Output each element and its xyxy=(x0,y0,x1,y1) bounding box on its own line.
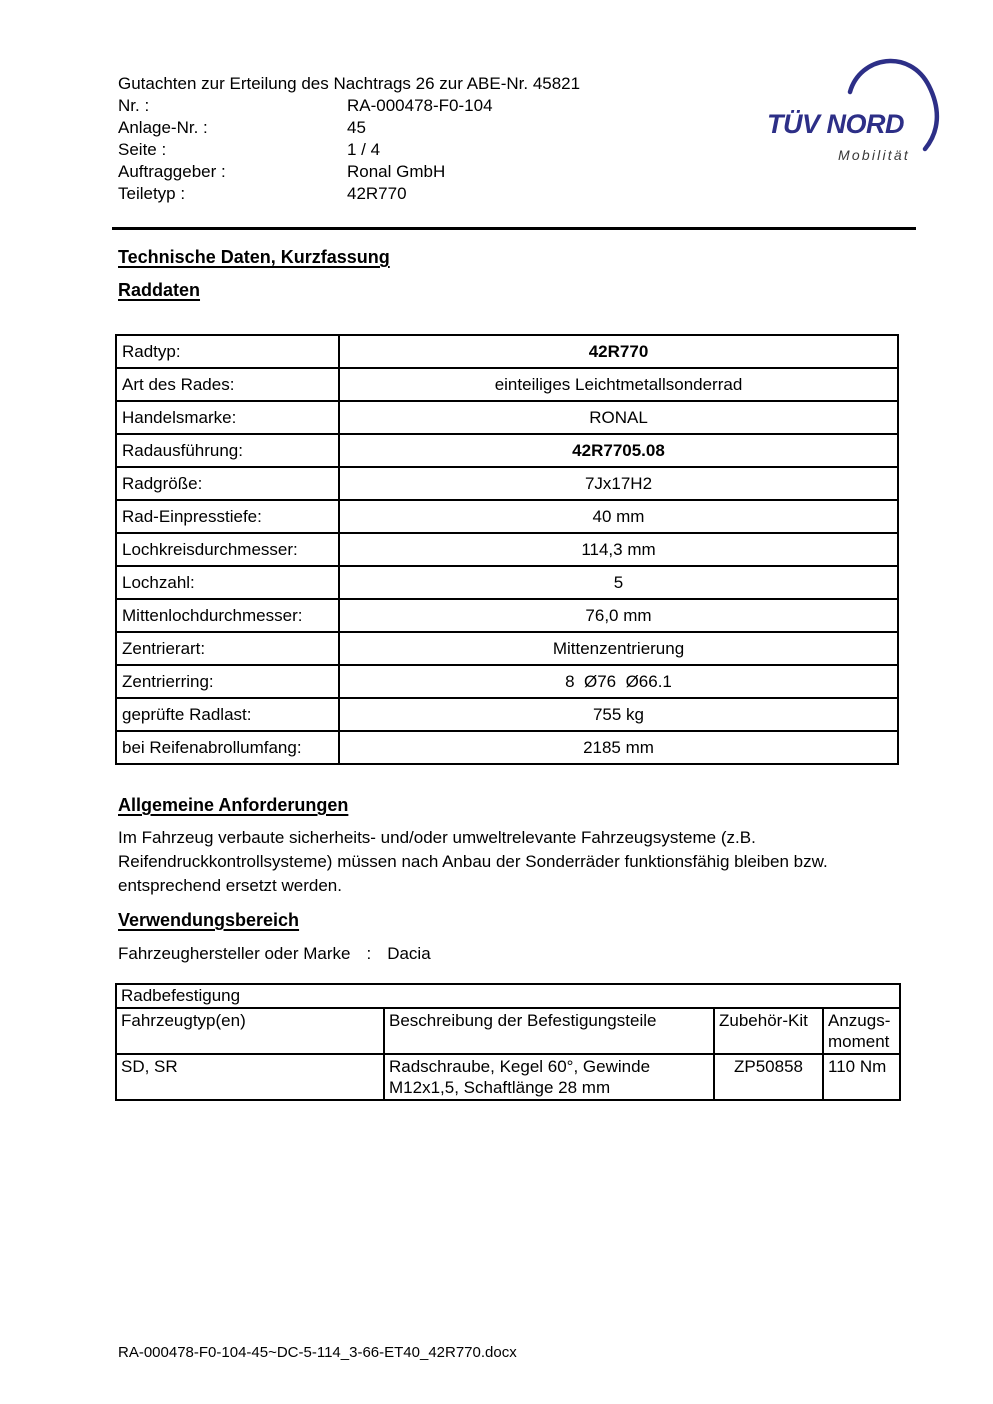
header-divider xyxy=(112,227,916,230)
raddaten-label: Mittenlochdurchmesser: xyxy=(116,599,339,632)
table-row xyxy=(116,467,898,500)
field-label: Anlage-Nr. : xyxy=(118,118,208,137)
table-row xyxy=(116,599,898,632)
cell-zubehoer-kit: ZP50858 xyxy=(714,1054,823,1100)
verwendungsbereich-heading: Verwendungsbereich xyxy=(118,910,300,930)
raddaten-value: 7Jx17H2 xyxy=(339,467,898,500)
table-row xyxy=(116,401,898,434)
column-header-beschreibung: Beschreibung der Befestigungsteile xyxy=(384,1008,714,1054)
table-header-row xyxy=(116,1008,900,1054)
cell-fahrzeugtyp: SD, SR xyxy=(116,1054,384,1100)
field-value: RA-000478-F0-104 xyxy=(347,96,493,115)
raddaten-table xyxy=(115,334,899,765)
logo-tagline-text: Mobilität xyxy=(838,147,910,163)
header-field-nr xyxy=(118,95,580,117)
raddaten-value: 2185 mm xyxy=(339,731,898,764)
allgemeine-anforderungen-text: Im Fahrzeug verbaute sicherheits- und/oder umweltrelevante Fahrzeugsysteme (z.B. Reifendruckkontrollsysteme) müssen nach Anbau der Sonderräder funktionsfähig bleiben bzw. entsprechend ersetzt werden. xyxy=(118,828,828,895)
header-field-anlage xyxy=(118,117,580,139)
column-header-zubehoer-kit: Zubehör-Kit xyxy=(714,1008,823,1054)
footer-filename: RA-000478-F0-104-45~DC-5-114_3-66-ET40_42R770.docx xyxy=(118,1344,517,1361)
raddaten-value: 40 mm xyxy=(339,500,898,533)
raddaten-label: Zentrierart: xyxy=(116,632,339,665)
raddaten-heading: Raddaten xyxy=(118,280,201,300)
field-value: Ronal GmbH xyxy=(347,162,446,181)
field-value: 42R770 xyxy=(347,184,407,203)
radbefestigung-table xyxy=(115,983,901,1101)
tuv-nord-logo xyxy=(740,48,952,170)
raddaten-label: Radtyp: xyxy=(116,335,339,368)
fahrzeughersteller-label: Fahrzeughersteller oder Marke xyxy=(118,944,351,963)
column-header-fahrzeugtyp: Fahrzeugtyp(en) xyxy=(116,1008,384,1054)
document-header xyxy=(118,73,580,205)
field-value: 1 / 4 xyxy=(347,140,381,159)
raddaten-value: Mittenzentrierung xyxy=(339,632,898,665)
raddaten-label: Lochzahl: xyxy=(116,566,339,599)
table-row xyxy=(116,731,898,764)
table-row xyxy=(116,368,898,401)
radbefestigung-title: Radbefestigung xyxy=(116,984,900,1008)
table-row xyxy=(116,665,898,698)
raddaten-value: 755 kg xyxy=(339,698,898,731)
cell-beschreibung: Radschraube, Kegel 60°, Gewinde M12x1,5, Schaftlänge 28 mm xyxy=(384,1054,714,1100)
document-title: Gutachten zur Erteilung des Nachtrags 26 zur ABE-Nr. 45821 xyxy=(118,74,581,93)
raddaten-label: Art des Rades: xyxy=(116,368,339,401)
allgemeine-anforderungen-heading: Allgemeine Anforderungen xyxy=(118,795,349,815)
table-row xyxy=(116,698,898,731)
raddaten-value: 42R7705.08 xyxy=(339,434,898,467)
logo-brand-text: TÜV NORD xyxy=(767,109,904,139)
table-row xyxy=(116,533,898,566)
header-field-auftraggeber xyxy=(118,161,580,183)
column-header-anzugsmoment: Anzugs-moment xyxy=(823,1008,900,1054)
raddaten-label: Lochkreisdurchmesser: xyxy=(116,533,339,566)
raddaten-label: geprüfte Radlast: xyxy=(116,698,339,731)
table-row xyxy=(116,500,898,533)
header-field-teiletyp xyxy=(118,183,580,205)
raddaten-value: 114,3 mm xyxy=(339,533,898,566)
table-row xyxy=(116,1054,900,1100)
field-label: Auftraggeber : xyxy=(118,162,226,181)
field-label: Seite : xyxy=(118,140,167,159)
raddaten-value: 76,0 mm xyxy=(339,599,898,632)
raddaten-label: Radgröße: xyxy=(116,467,339,500)
fahrzeughersteller-line xyxy=(118,944,431,964)
table-row xyxy=(116,434,898,467)
field-label: Nr. : xyxy=(118,96,150,115)
tuv-nord-logo-svg xyxy=(740,48,952,170)
field-label: Teiletyp : xyxy=(118,184,186,203)
raddaten-label: Handelsmarke: xyxy=(116,401,339,434)
raddaten-value: einteiliges Leichtmetallsonderrad xyxy=(339,368,898,401)
field-value: 45 xyxy=(347,118,366,137)
fahrzeughersteller-separator: : xyxy=(366,944,372,963)
raddaten-label: Radausführung: xyxy=(116,434,339,467)
table-row xyxy=(116,335,898,368)
raddaten-label: Zentrierring: xyxy=(116,665,339,698)
raddaten-value: 8 Ø76 Ø66.1 xyxy=(339,665,898,698)
fahrzeughersteller-value: Dacia xyxy=(387,944,431,963)
header-field-seite xyxy=(118,139,580,161)
table-row xyxy=(116,984,900,1008)
raddaten-label: bei Reifenabrollumfang: xyxy=(116,731,339,764)
technical-data-heading: Technische Daten, Kurzfassung xyxy=(118,247,390,267)
table-row xyxy=(116,566,898,599)
raddaten-value: 5 xyxy=(339,566,898,599)
table-row xyxy=(116,632,898,665)
raddaten-label: Rad-Einpresstiefe: xyxy=(116,500,339,533)
raddaten-value: 42R770 xyxy=(339,335,898,368)
raddaten-value: RONAL xyxy=(339,401,898,434)
cell-anzugsmoment: 110 Nm xyxy=(823,1054,900,1100)
